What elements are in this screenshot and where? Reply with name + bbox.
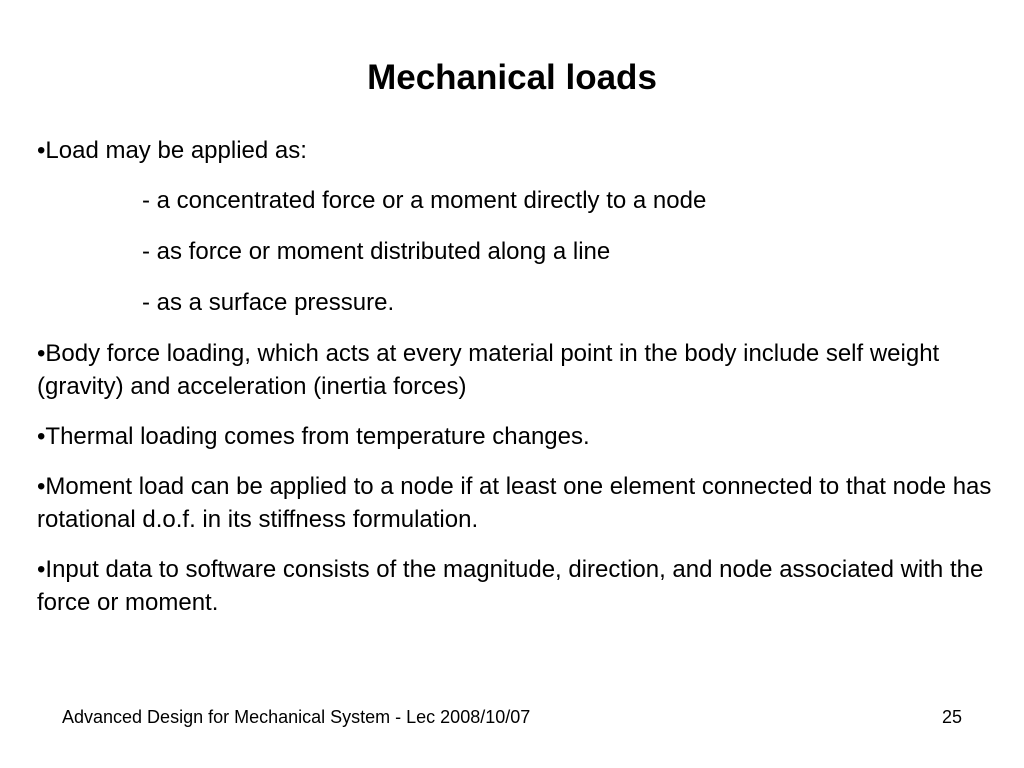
bullet-moment: •Moment load can be applied to a node if at least one element connected to that node has rotational d.o.f. in its stiffness formulation. (37, 473, 992, 533)
footer-course: Advanced Design for Mechanical System - Lec 2008/10/07 (62, 707, 531, 727)
bullet-thermal: •Thermal loading comes from temperature changes. (37, 423, 590, 450)
slide-body (37, 134, 997, 636)
sub-item-concentrated: - a concentrated force or a moment directly to a node (142, 187, 707, 214)
bullet-input-data: •Input data to software consists of the magnitude, direction, and node associated with the force or moment. (37, 556, 984, 616)
bullet-load-intro: •Load may be applied as: (37, 137, 307, 164)
page-number: 25 (941, 707, 962, 727)
bullet-body-force: •Body force loading, which acts at every material point in the body include self weight (gravity) and acceleration (inertia forces) (37, 340, 940, 400)
sub-item-distributed: - as force or moment distributed along a line (142, 238, 611, 265)
slide-title: Mechanical loads (367, 58, 657, 97)
sub-item-pressure: - as a surface pressure. (142, 289, 395, 316)
